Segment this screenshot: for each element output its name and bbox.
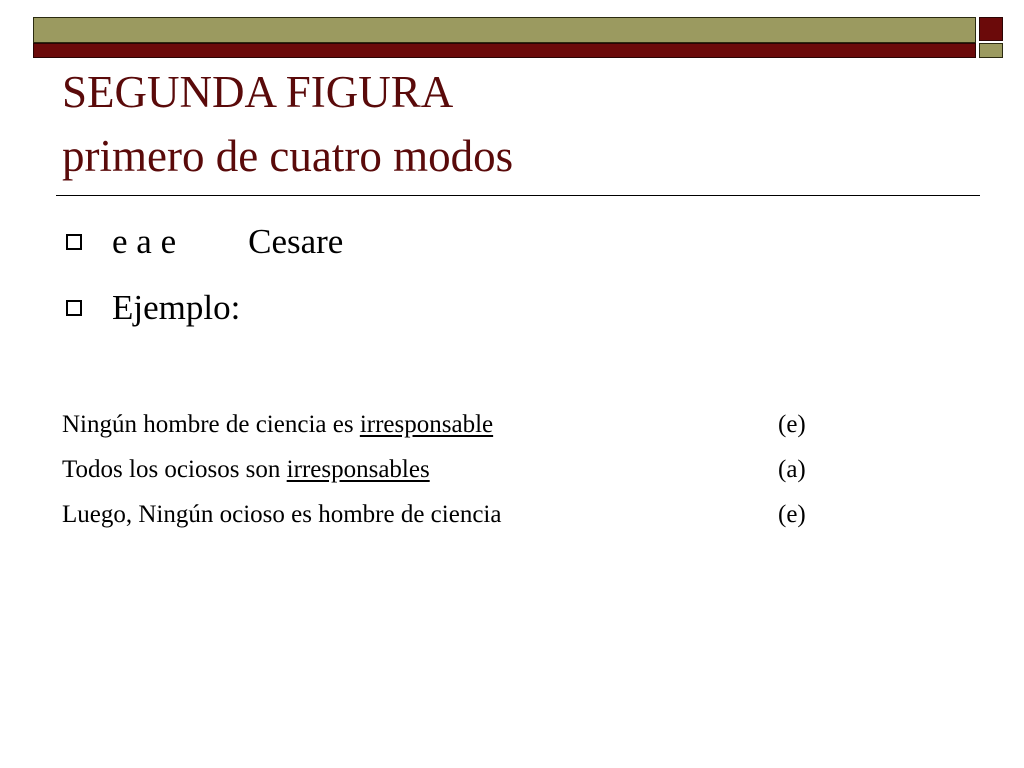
- premise-major-text: Ningún hombre de ciencia es: [62, 411, 360, 438]
- hollow-square-bullet-icon: [66, 234, 82, 250]
- slide-title: [62, 60, 513, 188]
- conclusion-code: (e): [778, 501, 806, 528]
- title-divider: [56, 195, 980, 196]
- slide-title-line2: primero de cuatro modos: [62, 131, 514, 181]
- premise-minor-code: (a): [778, 456, 806, 483]
- mood-name: Cesare: [248, 222, 344, 261]
- premise-major-code: (e): [778, 411, 806, 438]
- premise-minor-underlined: irresponsables: [286, 456, 430, 483]
- premise-major-underlined: irresponsable: [359, 411, 494, 438]
- corner-square-olive: [979, 43, 1003, 58]
- hollow-square-bullet-icon: [66, 300, 82, 316]
- bullet-item-mood: [66, 218, 343, 266]
- conclusion-text: Luego, Ningún ocioso es hombre de ciencia: [62, 501, 502, 528]
- syllogism-premise-minor: [62, 455, 430, 485]
- syllogism-premise-major: [62, 410, 493, 440]
- header-bar-olive: [33, 17, 976, 43]
- slide-title-line1: SEGUNDA FIGURA: [62, 67, 454, 117]
- mood-letters: e a e: [112, 222, 177, 261]
- premise-minor-text: Todos los ociosos son: [62, 456, 287, 483]
- example-label: Ejemplo:: [112, 288, 241, 327]
- bullet-item-example: [66, 284, 240, 332]
- header-bar-maroon: [33, 43, 976, 58]
- syllogism-conclusion: [62, 500, 501, 530]
- corner-square-maroon: [979, 17, 1003, 41]
